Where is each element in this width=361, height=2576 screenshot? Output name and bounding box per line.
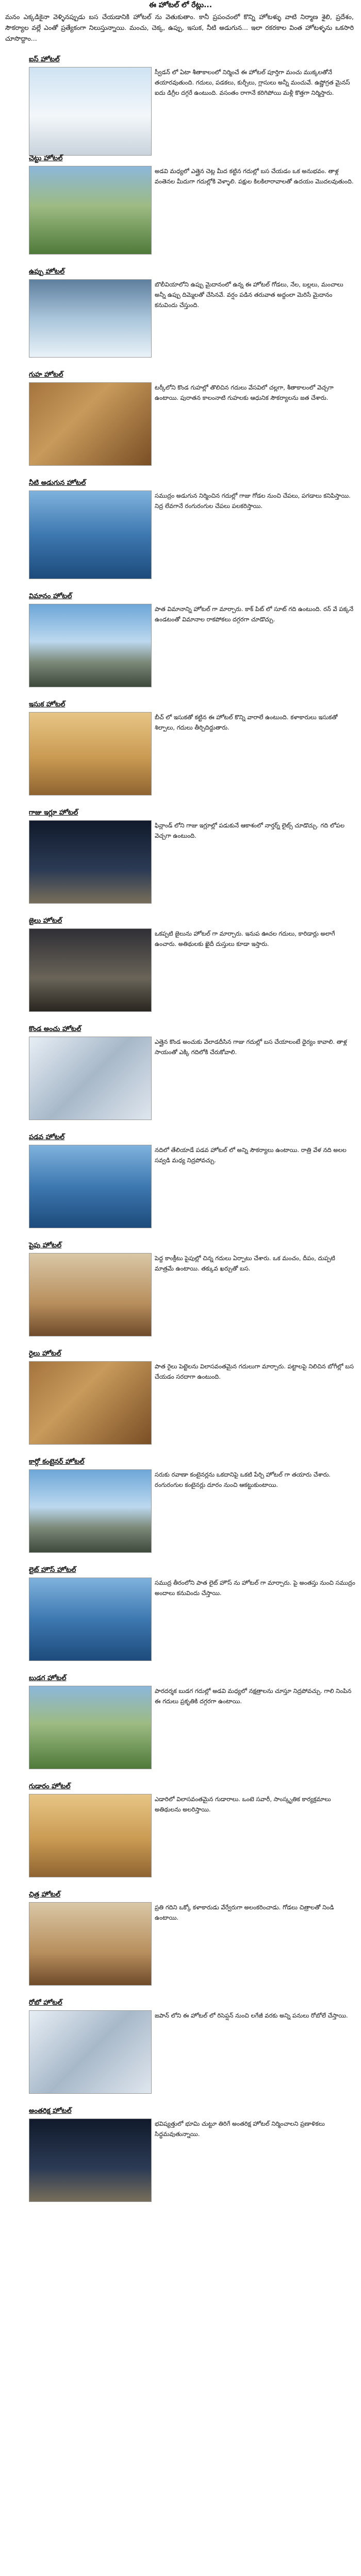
section-text: ఫిన్లాండ్ లోని గాజు ఇగ్లూల్లో పడుకునే ఆకాశంలో నార్తర్న్ లైట్స్ చూడొచ్చు. గది లోపల వెచ్చగా ఉంటుంది. [155, 822, 345, 839]
section-text: స్వీడన్ లో ఏటా శీతాకాలంలో నిర్మించే ఈ హోటల్ పూర్తిగా మంచు ముక్కలతోనే తయారవుతుంది. గదులు, పడకలు, కుర్చీలు, గ్లాసులు అన్నీ మంచువే. ఉష్ణోగ్రత మైనస్ ఐదు డిగ్రీల దగ్గరే ఉంటుంది. వసంతం రాగానే కరిగిపోయి మళ్లీ కొత్తగా నిర్మిస్తారు. [155, 69, 350, 96]
section-photo [29, 712, 152, 795]
section-text: నదిలో తేలియాడే పడవ హోటల్ లో అన్ని సౌకర్యాలు ఉంటాయి. రాత్రి వేళ నది అలల సవ్వడి మధ్య నిద్రపోవచ్చు. [155, 1146, 347, 1164]
section-text: టర్కీలోని కొండ గుహల్లో తొలిచిన గదులు వేసవిలో చల్లగా, శీతాకాలంలో వెచ్చగా ఉంటాయి. పురాతన కాలంనాటి గుహలకు ఆధునిక సౌకర్యాలను జత చేశారు. [155, 384, 334, 401]
section-text: సరుకు రవాణా కంటైనర్లను ఒకదానిపై ఒకటి పేర్చి హోటల్ గా తయారు చేశారు. రంగురంగుల కంటైనర్లు దూరం నుంచి ఆకట్టుకుంటాయి. [155, 1471, 331, 1488]
section-text: పెద్ద కాంక్రీటు పైపుల్లో చిన్న గదులు ఏర్పాటు చేశారు. ఒక మంచం, దీపం, దుప్పటి మాత్రమే ఉంటాయి. తక్కువ ఖర్చుతో బస. [155, 1255, 335, 1272]
section-heading: పడవ హోటల్ [29, 1133, 65, 1141]
section-photo [29, 166, 152, 255]
section-photo [29, 1145, 152, 1228]
section-photo [29, 279, 152, 358]
section-photo [29, 2119, 152, 2202]
section-heading: నీటి అడుగున హోటల్ [29, 479, 86, 487]
section-heading: గుడారం హోటల్ [29, 1783, 71, 1790]
section-text: పాత విమానాన్ని హోటల్ గా మార్చారు. కాక్ పిట్ లో సూట్ గది ఉంటుంది. రన్ వే పక్కనే ఉండటంతో విమానాల రాకపోకలు దగ్గరగా చూడొచ్చు. [155, 605, 354, 623]
section-text: జపాన్ లోని ఈ హోటల్ లో రిసెప్షన్ నుంచి లగేజీ వరకు అన్ని పనులు రోబోలే చేస్తాయి. [155, 2012, 348, 2019]
section-heading: ఐస్ హోటల్ [29, 56, 60, 63]
section-text: పాత రైలు పెట్టెలను విలాసవంతమైన గదులుగా మార్చారు. పట్టాలపై నిలిచిన బోగీల్లో బస చేయడం సరదాగా ఉంటుంది. [155, 1363, 354, 1380]
section-photo [29, 1253, 152, 1336]
section-photo [29, 604, 152, 687]
section-photo [29, 928, 152, 1012]
section-heading: లైట్ హౌస్ హోటల్ [29, 1566, 76, 1574]
article-title: ఈ హోటల్ లో రేట్లు... [149, 1, 212, 9]
section-heading: గుహ హోటల్ [29, 371, 63, 379]
section-text: అడవి మధ్యలో ఎత్తైన చెట్ల మీద కట్టిన గదుల్లో బస చేయడం ఒక అనుభవం. తాళ్ల వంతెనల మీదుగా గదుల్లోకి వెళ్ళాలి. పక్షుల కిలకిలారావాలతో ఉదయం మొదలవుతుంది. [155, 167, 354, 185]
section-photo [29, 820, 152, 904]
section-heading: చెట్టు హోటల్ [29, 155, 63, 162]
section-heading: బుడగ హోటల్ [29, 1674, 67, 1682]
section-heading: ఇసుక హోటల్ [29, 701, 65, 708]
section-heading: ఉప్పు హోటల్ [29, 268, 65, 276]
section-photo [29, 1578, 152, 1661]
section-photo [29, 1469, 152, 1553]
section-photo [29, 1686, 152, 1769]
section-photo [29, 1794, 152, 1877]
section-heading: రైలు హోటల్ [29, 1350, 61, 1358]
section-photo [29, 1902, 152, 1986]
section-text: ఎడారిలో విలాసవంతమైన గుడారాలు. ఒంటె సవారీ, సాంస్కృతిక కార్యక్రమాలు అతిథులను అలరిస్తాయి. [155, 1795, 331, 1813]
section-photo [29, 1361, 152, 1445]
section-photo [29, 2010, 152, 2094]
section-heading: చిత్ర హోటల్ [29, 1891, 61, 1899]
intro-paragraph: మనం ఎక్కడికైనా వెళ్ళినప్పుడు బస చేయడానికి హోటల్ ను వెతుకుతాం. కానీ ప్రపంచంలో కొన్ని హోటళ్ళు వాటి నిర్మాణ శైలి, ప్రదేశం, సౌకర్యాల వల్లే ఎంతో ప్రత్యేకంగా నిలుస్తున్నాయి. మంచు, చెక్క, ఉప్పు, ఇసుక, నీటి అడుగున... ఇలా రకరకాల వింత హోటళ్ళను ఒకసారి చూసొద్దాం... [5, 13, 354, 42]
section-text: బీచ్ లో ఇసుకతో కట్టిన ఈ హోటల్ కొన్ని వారాలే ఉంటుంది. కళాకారులు ఇసుకతో శిల్పాలు, గదులు తీర్చిదిద్దుతారు. [155, 714, 338, 731]
section-text: ప్రతి గదిని ఒక్కో కళాకారుడు వేర్వేరుగా అలంకరించాడు. గోడలు చిత్రాలతో నిండి ఉంటాయి. [155, 1904, 334, 1921]
section-photo [29, 490, 152, 579]
section-heading: జైలు హోటల్ [29, 917, 62, 925]
section-text: బొలీవియాలోని ఉప్పు మైదానంలో ఉన్న ఈ హోటల్ గోడలు, నేల, బల్లలు, మంచాలు అన్నీ ఉప్పు దిమ్మెలతో చేసినవే. వర్షం పడిన తరువాత అద్దంలా మెరిసే మైదానం కనువిందు చేస్తుంది. [155, 281, 343, 309]
section-text: భవిష్యత్తులో భూమి చుట్టూ తిరిగే అంతరిక్ష హోటల్ నిర్మించాలని ప్రణాళికలు సిద్ధమవుతున్నాయి. [155, 2120, 325, 2138]
section-heading: రోబో హోటల్ [29, 1999, 62, 2007]
section-heading: విమానం హోటల్ [29, 592, 72, 600]
section-heading: కొండ అంచు హోటల్ [29, 1025, 81, 1033]
section-heading: గాజు ఇగ్లూ హోటల్ [29, 809, 78, 817]
section-photo [29, 67, 152, 156]
section-text: పారదర్శక బుడగ గదుల్లో అడవి మధ్యలో నక్షత్రాలను చూస్తూ నిద్రపోవచ్చు. గాలి నింపిన ఈ గదులు ప్రకృతికి దగ్గరగా ఉంటాయి. [155, 1687, 352, 1705]
section-photo [29, 382, 152, 466]
section-heading: పైపు హోటల్ [29, 1242, 62, 1249]
section-photo [29, 1037, 152, 1120]
section-heading: కార్గో కంటైనర్ హోటల్ [29, 1458, 85, 1466]
section-text: ఒకప్పటి జైలును హోటల్ గా మార్చారు. ఇనుప ఊచల గదులు, కారిడార్లు అలాగే ఉంచారు. అతిథులకు ఖైదీ దుస్తులు కూడా ఇస్తారు. [155, 930, 335, 947]
section-text: ఎత్తైన కొండ అంచుకు వేలాడదీసిన గాజు గదుల్లో బస చేయాలంటే ధైర్యం కావాలి. తాళ్ల సాయంతో ఎక్కి గదిలోకి చేరుకోవాలి. [155, 1038, 347, 1056]
section-text: సముద్రం అడుగున నిర్మించిన గదుల్లో గాజు గోడల నుంచి చేపలు, పగడాలు కనిపిస్తాయి. నిద్ర లేవగానే రంగురంగుల చేపలు పలకరిస్తాయి. [155, 492, 351, 510]
section-heading: అంతరిక్ష హోటల్ [29, 2107, 72, 2115]
section-text: సముద్ర తీరంలోని పాత లైట్ హౌస్ ను హోటల్ గా మార్చారు. పై అంతస్తు నుంచి సముద్రం అందాలు కనువిందు చేస్తాయి. [155, 1579, 355, 1597]
